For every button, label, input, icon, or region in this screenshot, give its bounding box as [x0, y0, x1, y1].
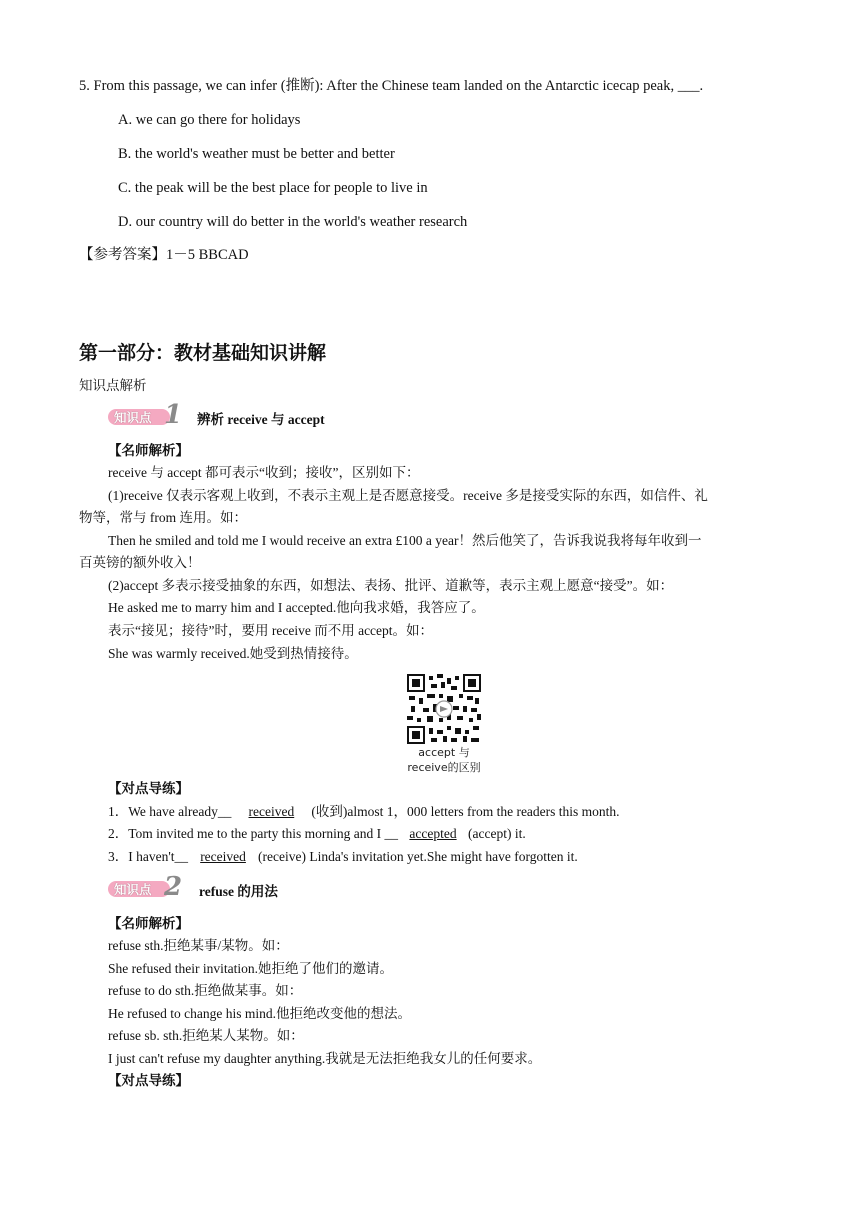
question-stem: 5. From this passage, we can infer (推断): After the Chinese team landed on the Antarctic icecap peak, ___.: [79, 78, 704, 94]
option-b: B. the world's weather must be better and better: [118, 146, 395, 162]
kp1-para-2a: (1)receive 仅表示客观上收到，不表示主观上是否愿意接受。receive 多是接受实际的东西，如信件、礼: [108, 488, 708, 503]
knowledge-point-badge: [108, 872, 184, 902]
qr-code-icon[interactable]: [407, 674, 481, 744]
qr-caption-1: accept 与: [418, 746, 470, 759]
kp2-line-3: refuse to do sth.拒绝做某事。如：: [108, 983, 303, 998]
kp2-line-4: He refused to change his mind.他拒绝改变他的想法。: [108, 1006, 411, 1021]
kp2-practice-label: 【对点导练】: [108, 1073, 189, 1088]
kp1-para-5: He asked me to marry him and I accepted.他向我求婚，我答应了。: [108, 600, 485, 615]
exercise-2: [108, 824, 526, 844]
kp1-para-2b: 物等，常与 from 连用。如：: [79, 510, 247, 525]
badge-label: 知识点: [114, 410, 152, 425]
badge-label: 知识点: [114, 882, 152, 897]
kp1-analysis-label: 【名师解析】: [108, 443, 189, 458]
exercise-3-answer[interactable]: received: [200, 849, 246, 864]
exercise-2-suffix: (accept) it.: [468, 826, 526, 841]
knowledge-point-badge: [108, 400, 184, 430]
kp2-line-1: refuse sth.拒绝某事/某物。如：: [108, 938, 289, 953]
kp2-analysis-label: 【名师解析】: [108, 916, 189, 931]
option-d: D. our country will do better in the world's weather research: [118, 214, 468, 230]
exercise-3: [108, 847, 578, 867]
exercise-3-prefix: 3．I haven't__: [108, 849, 189, 864]
kp1-para-4: (2)accept 多表示接受抽象的东西，如想法、表扬、批评、道歉等，表示主观上愿意“接受”。如：: [108, 578, 674, 593]
kp1-para-3b: 百英镑的额外收入！: [79, 555, 201, 570]
exercise-2-answer[interactable]: accepted: [409, 826, 457, 841]
badge-number: 1: [164, 400, 183, 430]
exercise-1-suffix: (收到)almost 1，000 letters from the readers this month.: [311, 804, 620, 819]
kp1-para-7: She was warmly received.她受到热情接待。: [108, 646, 358, 661]
exercise-3-suffix: (receive) Linda's invitation yet.She might have forgotten it.: [258, 849, 578, 864]
kp1-para-6: 表示“接见；接待”时，要用 receive 而不用 accept。如：: [108, 623, 434, 638]
answer-key: 【参考答案】1－5 BBCAD: [79, 247, 249, 263]
qr-caption-2: receive的区别: [407, 761, 481, 774]
option-c: C. the peak will be the best place for people to live in: [118, 180, 428, 196]
kp2-line-2: She refused their invitation.她拒绝了他们的邀请。: [108, 961, 393, 976]
kp1-title: 辨析 receive 与 accept: [197, 412, 325, 427]
section-title: 第一部分：教材基础知识讲解: [79, 342, 327, 364]
badge-number: 2: [164, 872, 183, 902]
option-a: A. we can go there for holidays: [118, 112, 301, 128]
section-subtitle: 知识点解析: [79, 378, 147, 393]
kp1-practice-label: 【对点导练】: [108, 781, 189, 796]
exercise-1-answer[interactable]: received: [248, 804, 295, 819]
kp1-para-3a: Then he smiled and told me I would receive an extra £100 a year！然后他笑了，告诉我说我将每年收到一: [108, 533, 702, 548]
exercise-1: [108, 802, 620, 822]
kp1-para-1: receive 与 accept 都可表示“收到；接收”，区别如下：: [108, 465, 420, 480]
exercise-2-prefix: 2．Tom invited me to the party this morning and I __: [108, 826, 399, 841]
kp2-line-6: I just can't refuse my daughter anything.我就是无法拒绝我女儿的任何要求。: [108, 1051, 542, 1066]
kp2-line-5: refuse sb. sth.拒绝某人某物。如：: [108, 1028, 304, 1043]
exercise-1-prefix: 1．We have already__: [108, 804, 232, 819]
kp2-title: refuse 的用法: [199, 884, 278, 899]
